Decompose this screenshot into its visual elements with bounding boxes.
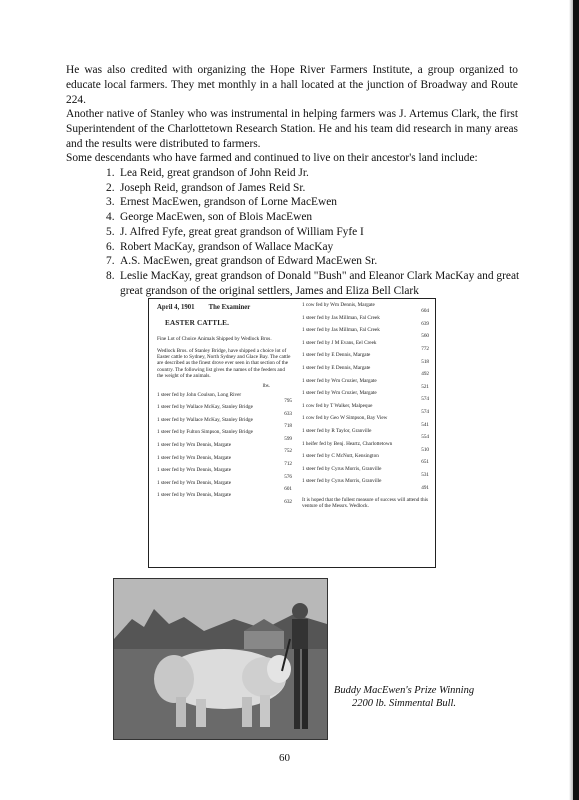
clipping-entry-weight: 491 xyxy=(421,484,429,491)
clipping-entry-weight: 772 xyxy=(421,346,429,353)
paragraph-farmers-institute: He was also credited with organizing the Hope River Farmers Institute, a group organized to educate local farmers. They met monthly in a hall located at the junction of Broadway and Route 224. xyxy=(66,64,518,106)
clipping-entry-weight: 633 xyxy=(284,410,292,417)
list-item-number: 3. xyxy=(106,196,115,209)
clipping-entry-weight: 492 xyxy=(421,371,429,378)
list-item-number: 6. xyxy=(106,240,115,253)
bull-photograph xyxy=(113,578,328,740)
clipping-entry-feeder: 1 steer fed by Wm Dennis, Margate xyxy=(157,467,231,474)
clipping-entry xyxy=(302,352,429,365)
clipping-entry xyxy=(157,455,292,468)
clipping-entry-feeder: 1 cow fed by Wm Dennis, Margate xyxy=(302,302,375,308)
clipping-entry-weight: 541 xyxy=(421,421,429,428)
clipping-entry-feeder: 1 steer fed by Cyrus Morris, Granville xyxy=(302,465,382,472)
list-item-number: 8. xyxy=(106,269,115,282)
clipping-entry-weight: 718 xyxy=(284,423,292,430)
clipping-entry-feeder: 1 steer fed by John Coulson, Long River xyxy=(157,391,242,398)
bull-photo-illustration xyxy=(114,579,327,739)
clipping-paper: The Examiner xyxy=(208,304,251,311)
clipping-entry-feeder: 1 steer fed by R Taylor, Granville xyxy=(302,427,372,434)
list-item-text: George MacEwen, son of Blois MacEwen xyxy=(120,211,313,224)
clipping-entry xyxy=(302,415,429,428)
clipping-entry-weight: 574 xyxy=(421,409,429,416)
clipping-column-right xyxy=(302,302,429,510)
clipping-entries-left xyxy=(157,392,292,505)
clipping-entry-feeder: 1 steer fed by Wm Dennis, Margate xyxy=(157,479,231,486)
clipping-entry-feeder: 1 steer fed by Wm Crozier, Margate xyxy=(302,377,377,384)
clipping-entry-weight: 601 xyxy=(284,486,292,493)
clipping-entry-feeder: 1 steer fed by C McNutt, Kensington xyxy=(302,453,379,460)
clipping-closing: It is hoped that the fullest measure of success will attend this venture of the Messrs. Wedlock. xyxy=(302,496,429,510)
clipping-entry xyxy=(157,429,292,442)
paragraph-descendants-intro: Some descendants who have farmed and continued to live on their ancestor's land include: xyxy=(66,152,478,164)
clipping-entry-weight: 639 xyxy=(421,320,429,327)
list-item-text: Lea Reid, great grandson of John Reid Jr. xyxy=(120,167,309,179)
clipping-entry-weight: 599 xyxy=(284,435,292,442)
clipping-entry-feeder: 1 steer fed by Jas Millman, Fal Creek xyxy=(302,314,380,321)
newspaper-clipping xyxy=(148,298,436,568)
list-item-text: J. Alfred Fyfe, great great grandson of William Fyfe I xyxy=(120,225,364,238)
clipping-entry xyxy=(302,403,429,416)
clipping-entry xyxy=(157,492,292,505)
clipping-entry xyxy=(157,417,292,430)
clipping-entry-feeder: 1 steer fed by Wallace McKay, Stanley Bridge xyxy=(157,404,253,411)
clipping-entry-weight: 521 xyxy=(421,383,429,390)
clipping-entry-feeder: 1 steer fed by Cyrus Morris, Granville xyxy=(302,478,382,485)
clipping-entry xyxy=(302,390,429,403)
clipping-date: April 4, 1901 xyxy=(157,304,195,311)
list-item xyxy=(106,166,526,181)
list-item-number: 5. xyxy=(106,225,115,238)
clipping-entry xyxy=(157,392,292,405)
clipping-entry xyxy=(302,478,429,491)
clipping-entry-weight: 576 xyxy=(284,473,292,480)
clipping-entry-feeder: 1 steer fed by Jas Millman, Fal Creek xyxy=(302,327,380,334)
clipping-entry-weight: 554 xyxy=(421,434,429,441)
clipping-entry xyxy=(302,365,429,378)
clipping-entry-weight: 560 xyxy=(421,333,429,340)
clipping-entry-feeder: 1 steer fed by Wm Dennis, Margate xyxy=(157,492,231,499)
list-item-text: Leslie MacKay, great grandson of Donald "Bush" and Eleanor Clark MacKay and great great grandson of the original settlers, James and Eliza Bell Clark xyxy=(120,269,520,297)
clipping-entry-weight: 651 xyxy=(421,459,429,466)
paragraph-research-station: Another native of Stanley who was instrumental in helping farmers was J. Artemus Clark, the first Superintendent of the Charlottetown Research Station. He and his team did research in many areas and the results were distributed to farmers. xyxy=(66,108,518,150)
page-number: 60 xyxy=(279,752,290,764)
list-item xyxy=(106,240,526,255)
clipping-entry-feeder: 1 steer fed by Wallace McKay, Stanley Bridge xyxy=(157,416,253,423)
clipping-entry-weight: 752 xyxy=(284,448,292,455)
list-item xyxy=(106,181,526,196)
clipping-entry xyxy=(302,302,429,315)
clipping-entry xyxy=(302,428,429,441)
clipping-body: Wedlock Bros. of Stanley Bridge, have shipped a choice lot of Easter cattle to Sydney, North Sydney and Glace Bay. The cattle are described as the finest drove ever seen in that section of the country. The following list gives the names of the feeders and the weight of the animals. xyxy=(157,347,291,380)
clipping-entry xyxy=(157,480,292,493)
clipping-entry-weight: 531 xyxy=(421,472,429,479)
clipping-entry xyxy=(157,442,292,455)
clipping-entry xyxy=(302,441,429,454)
page-edge xyxy=(573,0,579,800)
clipping-entry-feeder: 1 steer fed by J M Evans, Eel Creek xyxy=(302,339,377,346)
clipping-entry-weight: 632 xyxy=(284,498,292,505)
clipping-entry xyxy=(302,340,429,353)
clipping-entry-feeder: 1 steer fed by Fulton Simpson, Stanley Bridge xyxy=(157,429,253,436)
clipping-entry-feeder: 1 steer fed by Wm Crozier, Margate xyxy=(302,390,377,397)
photo-caption xyxy=(329,684,479,710)
clipping-entry xyxy=(302,378,429,391)
list-item-text: Joseph Reid, grandson of James Reid Sr. xyxy=(120,181,306,194)
list-item-number: 7. xyxy=(106,255,115,268)
clipping-entry xyxy=(302,315,429,328)
list-item xyxy=(106,225,526,240)
clipping-entry-weight: 795 xyxy=(284,397,292,404)
clipping-entry xyxy=(302,327,429,340)
clipping-entry-feeder: 1 steer fed by Wm Dennis, Margate xyxy=(157,442,231,449)
clipping-entry-feeder: 1 steer fed by Wm Dennis, Margate xyxy=(157,454,231,461)
list-item-number: 2. xyxy=(106,181,115,194)
list-item xyxy=(106,269,526,298)
clipping-entry-weight: 518 xyxy=(421,358,429,365)
clipping-entry xyxy=(157,467,292,480)
clipping-entry xyxy=(302,453,429,466)
clipping-entry-feeder: 1 cow fed by T Walker, Malpeque xyxy=(302,402,373,409)
clipping-entries-right xyxy=(302,302,429,491)
list-item xyxy=(106,210,526,225)
descendants-list xyxy=(106,166,526,298)
list-item-text: A.S. MacEwen, great grandson of Edward MacEwen Sr. xyxy=(120,255,378,268)
clipping-entry-feeder: 1 heifer fed by Benj. Heartz, Charlottetown xyxy=(302,440,393,447)
clipping-entry-weight: 604 xyxy=(421,308,429,315)
clipping-lbs-label: lbs. xyxy=(262,383,270,390)
caption-line-2: 2200 lb. Simmental Bull. xyxy=(351,698,457,709)
clipping-entry-weight: 712 xyxy=(284,460,292,467)
clipping-entry xyxy=(157,404,292,417)
clipping-entry-feeder: 1 steer fed by E Dennis, Margate xyxy=(302,364,371,371)
list-item-text: Ernest MacEwen, grandson of Lorne MacEwen xyxy=(120,196,337,209)
list-item xyxy=(106,254,526,269)
list-item-number: 1. xyxy=(106,167,115,179)
list-item-number: 4. xyxy=(106,211,115,224)
caption-line-1: Buddy MacEwen's Prize Winning xyxy=(333,685,475,696)
clipping-header xyxy=(157,305,292,311)
clipping-entry xyxy=(302,466,429,479)
clipping-column-left xyxy=(157,305,292,505)
clipping-subtitle: Fine Lot of Choice Animals Shipped by Wedlock Bros. xyxy=(157,335,272,342)
clipping-entry-weight: 510 xyxy=(421,446,429,453)
clipping-entry-feeder: 1 cow fed by Geo W Simpson, Bay View xyxy=(302,415,388,422)
list-item xyxy=(106,195,526,210)
clipping-title: EASTER CATTLE. xyxy=(165,319,230,328)
list-item-text: Robert MacKay, grandson of Wallace MacKay xyxy=(120,240,334,253)
clipping-entry-weight: 574 xyxy=(421,396,429,403)
clipping-entry-feeder: 1 steer fed by E Dennis, Margate xyxy=(302,352,371,359)
